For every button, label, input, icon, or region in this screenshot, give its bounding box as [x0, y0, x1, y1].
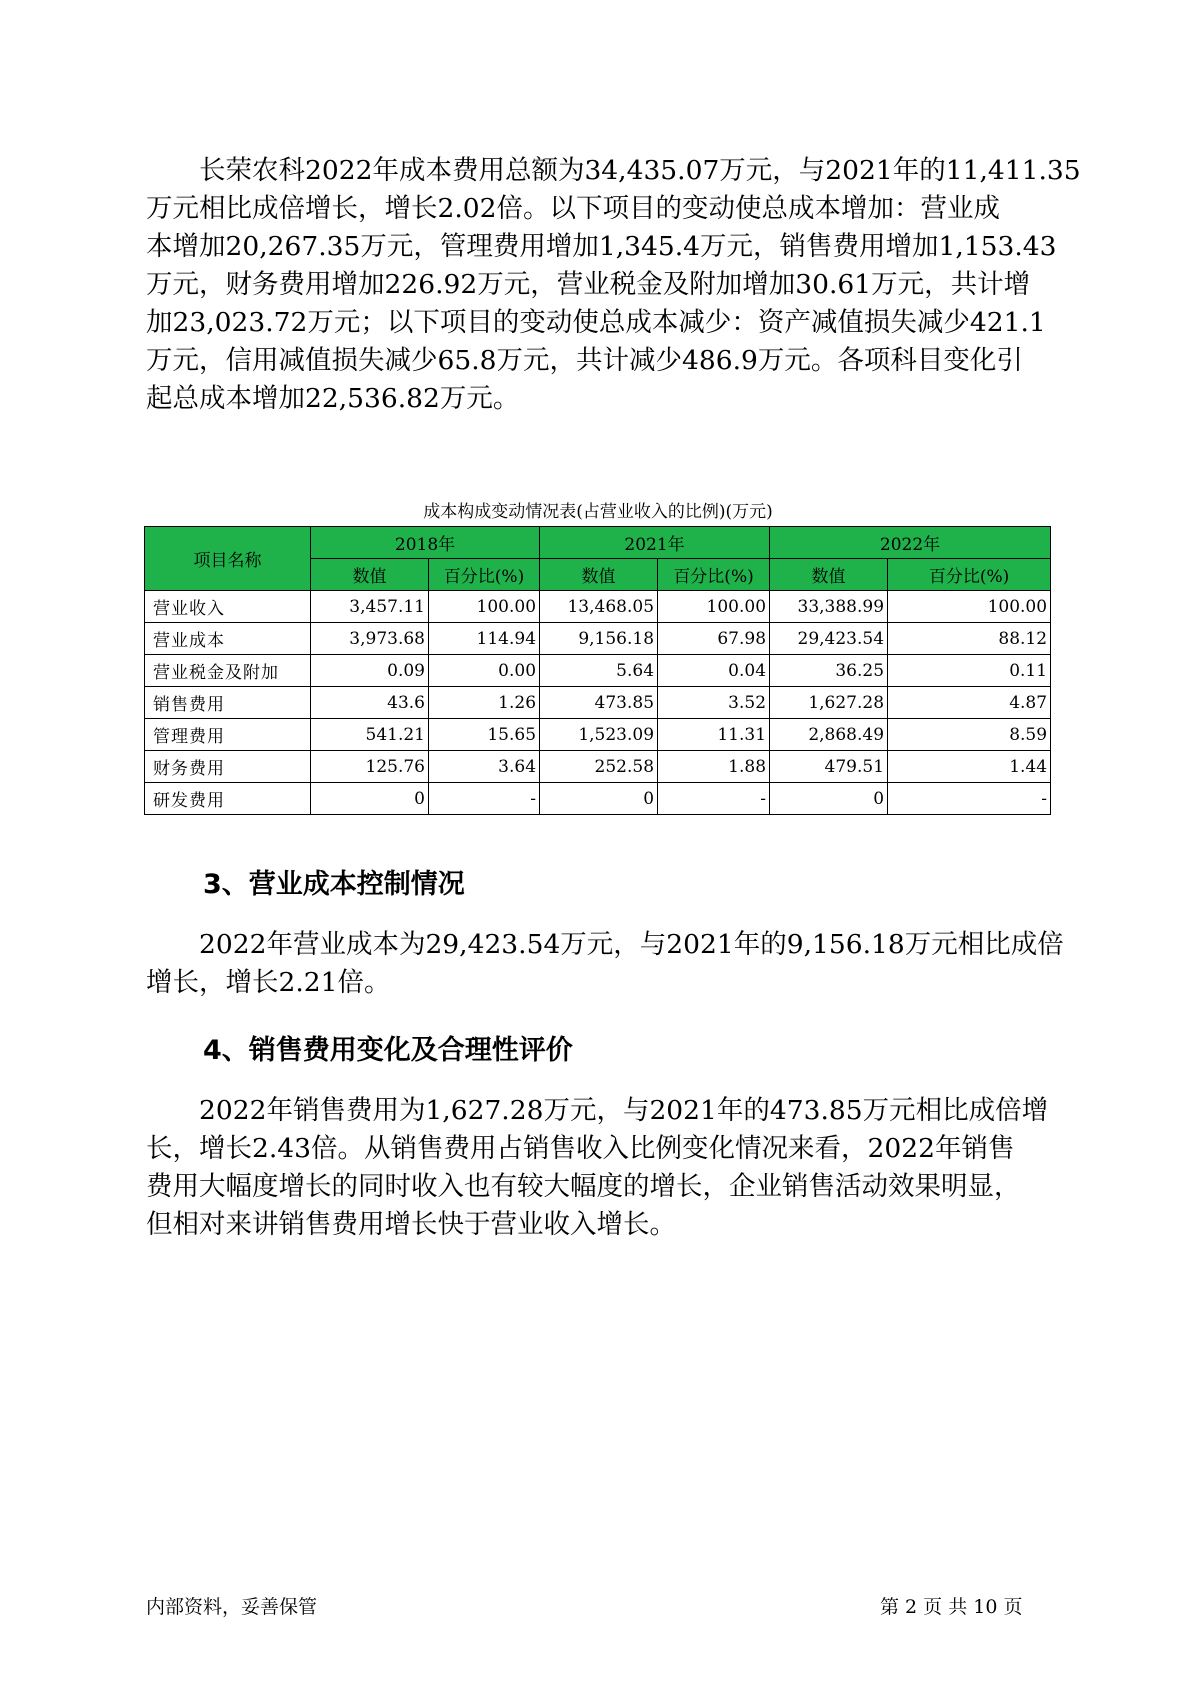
cell-value: 0	[311, 783, 429, 815]
cell-percent: 100.00	[429, 591, 540, 623]
paragraph-line: 长荣农科2022年成本费用总额为34,435.07万元，与2021年的11,411.35	[199, 155, 1081, 186]
header-value: 数值	[770, 559, 888, 591]
intro-paragraph	[146, 152, 1081, 418]
paragraph-line: 加23,023.72万元；以下项目的变动使总成本减少：资产减值损失减少421.1	[146, 307, 1046, 338]
header-value: 数值	[540, 559, 658, 591]
cost-control-paragraph	[146, 926, 1064, 1002]
cost-structure-table	[144, 526, 1051, 815]
cell-value: 125.76	[311, 751, 429, 783]
cell-value: 1,523.09	[540, 719, 658, 751]
paragraph-line: 万元，信用减值损失减少65.8万元，共计减少486.9万元。各项科目变化引	[146, 345, 1023, 376]
row-item-name: 营业成本	[145, 623, 311, 655]
row-item-name: 研发费用	[145, 783, 311, 815]
paragraph-line: 2022年销售费用为1,627.28万元，与2021年的473.85万元相比成倍增	[199, 1095, 1049, 1126]
cell-value: 9,156.18	[540, 623, 658, 655]
cell-percent: -	[658, 783, 770, 815]
cell-value: 541.21	[311, 719, 429, 751]
cell-value: 1,627.28	[770, 687, 888, 719]
paragraph-line: 长，增长2.43倍。从销售费用占销售收入比例变化情况来看，2022年销售	[146, 1133, 1015, 1164]
cell-value: 0.09	[311, 655, 429, 687]
cell-value: 36.25	[770, 655, 888, 687]
cell-value: 0	[770, 783, 888, 815]
header-percent: 百分比(%)	[658, 559, 770, 591]
cell-percent: 100.00	[658, 591, 770, 623]
cell-percent: 1.44	[888, 751, 1051, 783]
section-heading: 3、营业成本控制情况	[203, 869, 465, 900]
cell-value: 33,388.99	[770, 591, 888, 623]
cell-percent: -	[888, 783, 1051, 815]
cell-value: 13,468.05	[540, 591, 658, 623]
header-item-name: 项目名称	[145, 527, 311, 591]
cell-percent: 1.88	[658, 751, 770, 783]
cell-percent: 15.65	[429, 719, 540, 751]
cell-value: 5.64	[540, 655, 658, 687]
paragraph-line: 增长，增长2.21倍。	[146, 967, 391, 998]
row-item-name: 营业税金及附加	[145, 655, 311, 687]
cell-percent: 0.11	[888, 655, 1051, 687]
footer-page-number: 第 2 页 共 10 页	[880, 1596, 1023, 1618]
sales-expense-paragraph	[146, 1092, 1049, 1244]
header-percent: 百分比(%)	[429, 559, 540, 591]
table-row	[145, 783, 1051, 815]
header-year: 2022年	[770, 527, 1051, 559]
cell-value: 0	[540, 783, 658, 815]
cell-percent: 3.64	[429, 751, 540, 783]
cell-percent: 4.87	[888, 687, 1051, 719]
cell-value: 3,457.11	[311, 591, 429, 623]
table-row	[145, 623, 1051, 655]
cell-value: 43.6	[311, 687, 429, 719]
paragraph-line: 费用大幅度增长的同时收入也有较大幅度的增长，企业销售活动效果明显，	[146, 1171, 1021, 1202]
cell-percent: 3.52	[658, 687, 770, 719]
paragraph-line: 万元，财务费用增加226.92万元，营业税金及附加增加30.61万元，共计增	[146, 269, 1031, 300]
cell-percent: 100.00	[888, 591, 1051, 623]
header-value: 数值	[311, 559, 429, 591]
paragraph-line: 本增加20,267.35万元，管理费用增加1,345.4万元，销售费用增加1,153.43	[146, 231, 1057, 262]
cell-percent: 88.12	[888, 623, 1051, 655]
cell-percent: 0.04	[658, 655, 770, 687]
row-item-name: 财务费用	[145, 751, 311, 783]
paragraph-line: 但相对来讲销售费用增长快于营业收入增长。	[146, 1209, 676, 1240]
header-year: 2018年	[311, 527, 540, 559]
cell-value: 473.85	[540, 687, 658, 719]
paragraph-line: 2022年营业成本为29,423.54万元，与2021年的9,156.18万元相比成倍	[199, 929, 1064, 960]
cell-percent: 11.31	[658, 719, 770, 751]
cell-percent: 8.59	[888, 719, 1051, 751]
table-row	[145, 591, 1051, 623]
cell-value: 29,423.54	[770, 623, 888, 655]
header-percent: 百分比(%)	[888, 559, 1051, 591]
footer-confidential-note: 内部资料，妥善保管	[146, 1596, 318, 1618]
table-row	[145, 751, 1051, 783]
cell-value: 252.58	[540, 751, 658, 783]
table-row	[145, 687, 1051, 719]
row-item-name: 管理费用	[145, 719, 311, 751]
table-row	[145, 655, 1051, 687]
cell-value: 479.51	[770, 751, 888, 783]
paragraph-line: 起总成本增加22,536.82万元。	[146, 383, 520, 414]
cell-percent: 67.98	[658, 623, 770, 655]
row-item-name: 销售费用	[145, 687, 311, 719]
cell-value: 2,868.49	[770, 719, 888, 751]
cell-percent: 114.94	[429, 623, 540, 655]
cell-percent: -	[429, 783, 540, 815]
table-caption: 成本构成变动情况表(占营业收入的比例)(万元)	[423, 502, 773, 522]
cell-percent: 1.26	[429, 687, 540, 719]
paragraph-line: 万元相比成倍增长，增长2.02倍。以下项目的变动使总成本增加：营业成	[146, 193, 1001, 224]
row-item-name: 营业收入	[145, 591, 311, 623]
cell-value: 3,973.68	[311, 623, 429, 655]
table-row	[145, 719, 1051, 751]
cell-percent: 0.00	[429, 655, 540, 687]
header-year: 2021年	[540, 527, 770, 559]
section-heading: 4、销售费用变化及合理性评价	[203, 1035, 573, 1066]
